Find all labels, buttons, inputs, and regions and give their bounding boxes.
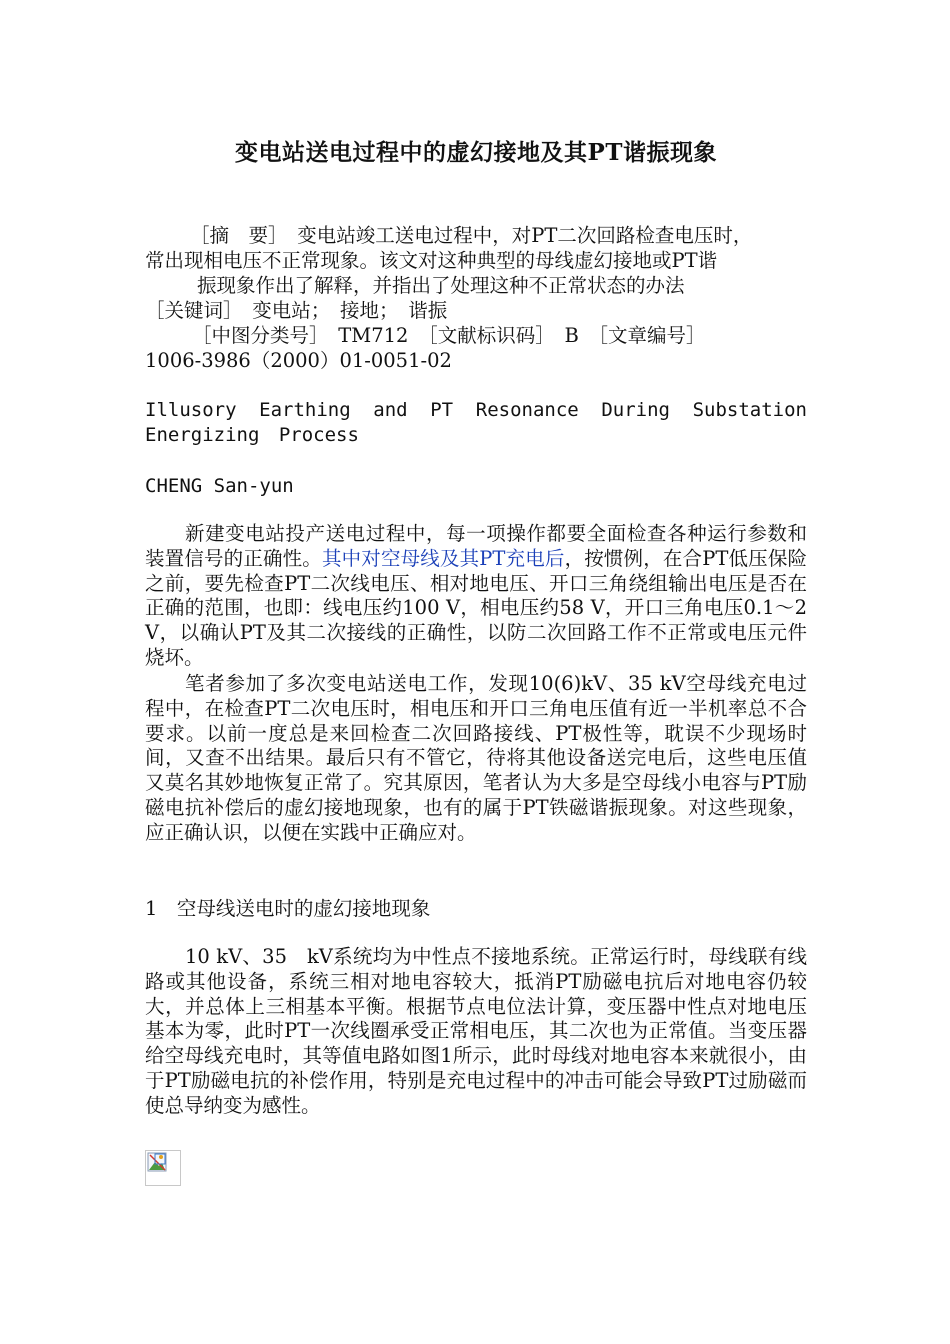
abstract-line-3: 振现象作出了解释，并指出了处理这种不正常状态的办法 bbox=[197, 274, 685, 297]
broken-image-icon bbox=[146, 1151, 180, 1185]
p3-text: 10 kV、35 kV系统均为中性点不接地系统。正常运行时，母线联有线路或其他设备，系统三相对地电容较大，抵消PT励磁电抗后对地电容仍较大，并总体上三相基本平衡。根据节点电位法计算，变压器中性点对地电压基本为零，此时PT一次线圈承受正常相电压，其二次也为正常值。当变压器给空母线充电时，其等值电路如图1所示，此时母线对地电容本来就很小，由于PT励磁电抗的补偿作用，特别是充电过程中的冲击可能会导致PT过励磁而使总导纳变为感性。 bbox=[145, 945, 807, 1117]
section-heading-1: 1 空母线送电时的虚幻接地现象 bbox=[145, 897, 431, 920]
p1-link[interactable]: 其中对空母线及其PT充电后 bbox=[321, 546, 565, 570]
body-paragraph-3 bbox=[145, 945, 807, 1119]
p2-text: 笔者参加了多次变电站送电工作，发现10(6)kV、35 kV空母线充电过程中，在检查PT二次电压时，相电压和开口三角电压值有近一半机率总不合要求。以前一度总是来回检查二次回路接线、PT极性等，耽误不少现场时间，又查不出结果。最后只有不管它，待将其他设备送完电后，这些电压值又莫名其妙地恢复正常了。究其原因，笔者认为大多是空母线小电容与PT励磁电抗补偿后的虚幻接地现象，也有的属于PT铁磁谐振现象。对这些现象，应正确认识，以便在实践中正确应对。 bbox=[145, 672, 807, 844]
abstract-line-1: ［摘 要］ 变电站竣工送电过程中，对PT二次回路检查电压时， bbox=[190, 224, 753, 247]
author-name: CHENG San-yun bbox=[145, 475, 294, 497]
p1-text-before: 新建变电站投产送电过程中，每一项操作都要全面检查各种运行参数和装置信号的正确性。 bbox=[145, 522, 807, 570]
classification-line-2: 1006-3986（2000）01-0051-02 bbox=[145, 349, 452, 372]
page-title: 变电站送电过程中的虚幻接地及其PT谐振现象 bbox=[235, 139, 717, 166]
figure-1-image bbox=[145, 1150, 181, 1186]
english-title: Illusory Earthing and PT Resonance During Substation Energizing Process bbox=[145, 399, 807, 446]
abstract-block bbox=[145, 223, 807, 373]
body-paragraph-1 bbox=[145, 522, 827, 671]
body-paragraph-2 bbox=[145, 672, 807, 846]
keywords-line: ［关键词］ 变电站； 接地； 谐振 bbox=[145, 299, 448, 322]
p1-text-after: ，按惯例，在合PT低压保险之前，要先检查PT二次线电压、相对地电压、开口三角绕组输出电压是否在正确的范围，也即：线电压约100 V，相电压约58 V，开口三角电压0.1～2 V，以确认PT及其二次接线的正确性，以防二次回路工作不正常或电压元件烧坏。 bbox=[145, 546, 827, 669]
abstract-line-2: 常出现相电压不正常现象。该文对这种典型的母线虚幻接地或PT谐 bbox=[145, 249, 718, 272]
classification-line-1: ［中图分类号］ TM712 ［文献标识码］ B ［文章编号］ bbox=[192, 324, 706, 347]
